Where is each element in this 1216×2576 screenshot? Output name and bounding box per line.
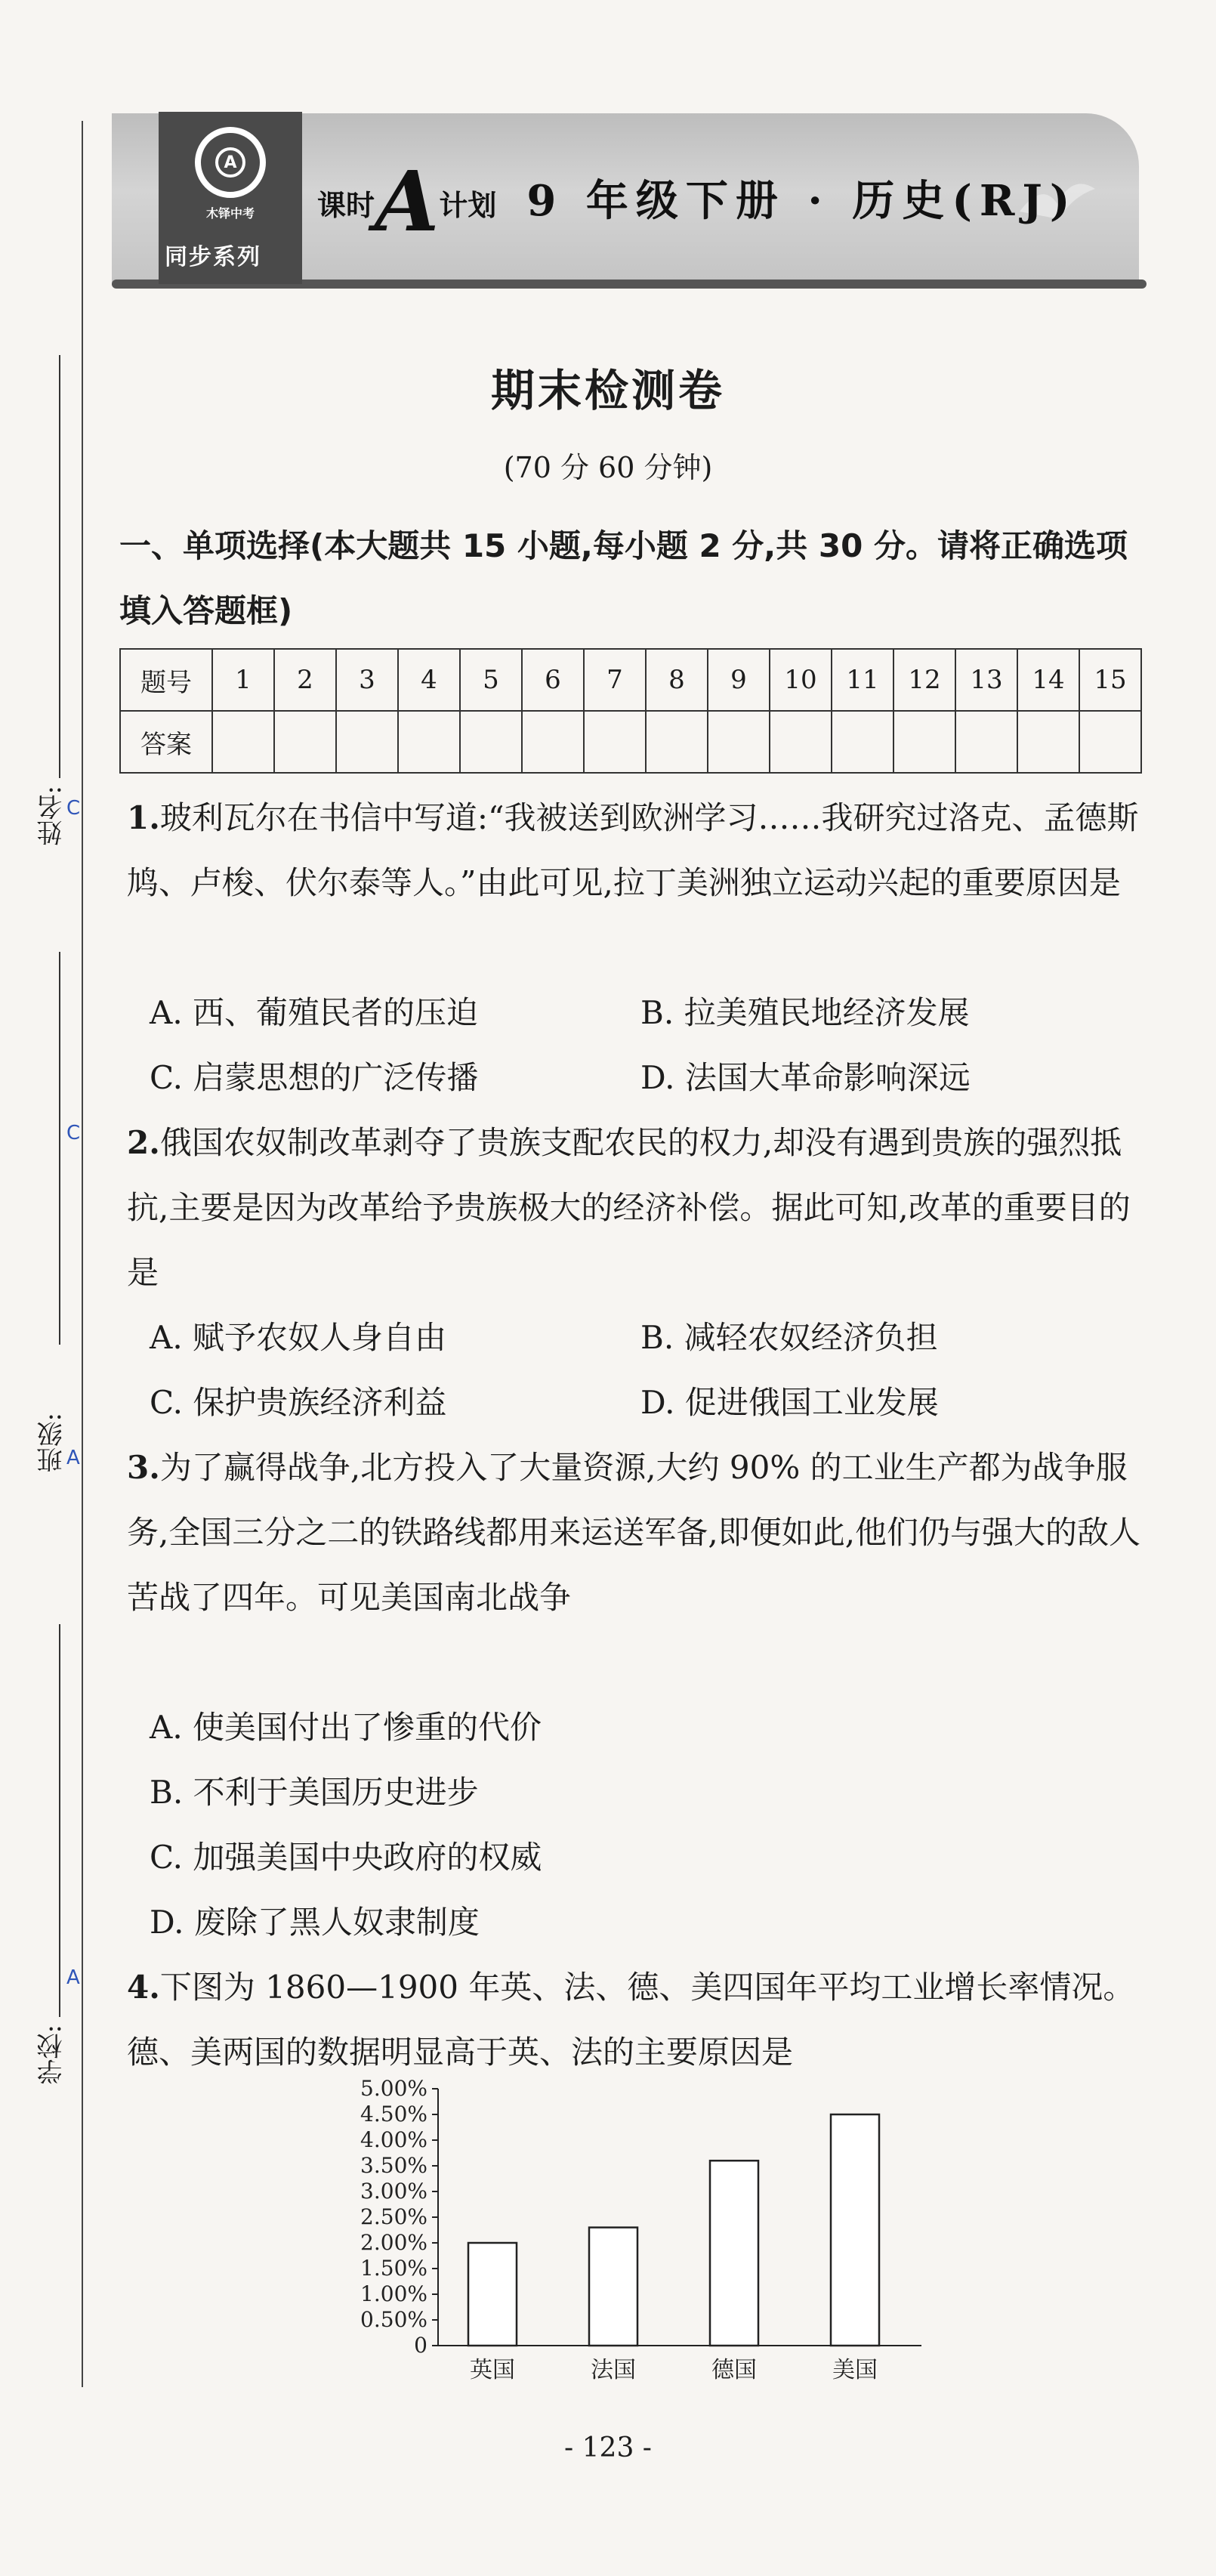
- answer-cell[interactable]: [708, 711, 770, 773]
- class-write-line: [59, 952, 60, 1345]
- question-number-cell: 13: [955, 649, 1017, 711]
- option-c[interactable]: C. 启蒙思想的广泛传播: [150, 1059, 479, 1096]
- option-d[interactable]: D. 促进俄国工业发展: [640, 1384, 939, 1421]
- option-c[interactable]: C. 保护贵族经济利益: [150, 1384, 447, 1421]
- question-number-cell: 11: [832, 649, 893, 711]
- bar: [710, 2161, 758, 2346]
- y-tick-label: 3.50%: [360, 2153, 427, 2178]
- x-tick-label: 美国: [832, 2357, 878, 2383]
- answer-cell[interactable]: [274, 711, 336, 773]
- question-number-cell: 1: [212, 649, 274, 711]
- industrial-growth-chart: [332, 2066, 952, 2398]
- question-number-cell: 3: [336, 649, 398, 711]
- answer-cell[interactable]: [212, 711, 274, 773]
- option-a[interactable]: A. 西、葡殖民者的压迫: [150, 994, 479, 1031]
- exam-subtitle: (70 分 60 分钟): [503, 451, 713, 484]
- class-label: 班级:: [37, 1413, 67, 1473]
- question-number-cell: 5: [460, 649, 522, 711]
- answer-cell[interactable]: [522, 711, 584, 773]
- question-3: [127, 1435, 1147, 1630]
- book-title: [317, 153, 1078, 250]
- question-number: 2.: [127, 1124, 160, 1161]
- y-tick-label: 2.50%: [360, 2204, 427, 2229]
- question-2: [127, 1110, 1147, 1305]
- answer-cell[interactable]: [1017, 711, 1079, 773]
- x-tick-label: 法国: [591, 2357, 636, 2383]
- number-row-header: 题号: [120, 649, 212, 711]
- bar: [831, 2114, 879, 2346]
- question-number-cell: 4: [398, 649, 460, 711]
- school-label: 学校:: [37, 2025, 67, 2085]
- plan-suffix: 计划: [439, 189, 497, 222]
- question-number-cell: 14: [1017, 649, 1079, 711]
- option-b[interactable]: B. 拉美殖民地经济发展: [640, 994, 970, 1031]
- question-number: 3.: [127, 1449, 160, 1486]
- y-tick-label: 3.00%: [360, 2179, 427, 2204]
- question-number: 4.: [127, 1969, 160, 2006]
- x-tick-label: 德国: [711, 2357, 757, 2383]
- question-number-cell: 8: [646, 649, 708, 711]
- y-tick-label: 1.00%: [360, 2281, 427, 2306]
- series-name: 同步系列: [165, 244, 261, 270]
- answer-cell[interactable]: [770, 711, 832, 773]
- name-label: 姓名:: [37, 786, 67, 846]
- answer-cell[interactable]: [398, 711, 460, 773]
- book-name: 9 年级下册 · 历史(RJ): [526, 176, 1078, 226]
- option-c[interactable]: C. 加强美国中央政府的权威: [150, 1839, 542, 1876]
- handwritten-answer-mark: A: [66, 1447, 80, 1469]
- x-tick-label: 英国: [470, 2357, 515, 2383]
- bar: [589, 2228, 637, 2346]
- y-tick-label: 2.00%: [360, 2230, 427, 2255]
- name-write-line: [59, 355, 60, 778]
- question-number-cell: 7: [584, 649, 646, 711]
- handwritten-answer-mark: A: [66, 1966, 80, 1989]
- bar: [468, 2243, 517, 2346]
- option-d[interactable]: D. 法国大革命影响深远: [640, 1059, 971, 1096]
- option-d[interactable]: D. 废除了黑人奴隶制度: [150, 1904, 480, 1941]
- answer-row-header: 答案: [120, 711, 212, 773]
- brand-name: 木铎中考: [205, 206, 255, 221]
- plan-prefix: 课时: [317, 189, 375, 222]
- question-1: [127, 786, 1147, 916]
- question-number-cell: 2: [274, 649, 336, 711]
- question-stem: 俄国农奴制改革剥夺了贵族支配农民的权力,却没有遇到贵族的强烈抵抗,主要是因为改革给予贵族极大的经济补偿。据此可知,改革的重要目的是: [127, 1124, 1131, 1291]
- option-a[interactable]: A. 使美国付出了惨重的代价: [150, 1709, 542, 1746]
- number-row: [120, 649, 1141, 711]
- answer-cell[interactable]: [1079, 711, 1141, 773]
- answer-cell[interactable]: [646, 711, 708, 773]
- question-number-cell: 9: [708, 649, 770, 711]
- option-a[interactable]: A. 赋予农奴人身自由: [150, 1319, 447, 1356]
- plan-letter: A: [375, 153, 440, 250]
- y-tick-label: 4.50%: [360, 2102, 427, 2127]
- school-write-line: [59, 1624, 60, 2017]
- question-number-cell: 10: [770, 649, 832, 711]
- question-stem: 为了赢得战争,北方投入了大量资源,大约 90% 的工业生产都为战争服务,全国三分之二的铁路线都用来运送军备,即便如此,他们仍与强大的敌人苦战了四年。可见美国南北战争: [127, 1449, 1141, 1616]
- y-tick-label: 0: [414, 2333, 427, 2358]
- option-b[interactable]: B. 不利于美国历史进步: [150, 1774, 479, 1811]
- section-heading: 一、单项选择(本大题共 15 小题,每小题 2 分,共 30 分。请将正确选项填入答题框): [119, 527, 1128, 629]
- y-tick-label: 5.00%: [360, 2076, 427, 2101]
- answer-cell[interactable]: [584, 711, 646, 773]
- answer-cell[interactable]: [893, 711, 955, 773]
- question-stem: 玻利瓦尔在书信中写道:“我被送到欧洲学习……我研究过洛克、孟德斯鸠、卢梭、伏尔泰等人。”由此可见,拉丁美洲独立运动兴起的重要原因是: [127, 799, 1139, 901]
- logo-emblem-icon: A: [195, 127, 266, 198]
- question-stem: 下图为 1860—1900 年英、法、德、美四国年平均工业增长率情况。德、美两国的数据明显高于英、法的主要原因是: [127, 1969, 1135, 2071]
- question-number: 1.: [127, 799, 160, 836]
- answer-row: [120, 711, 1141, 773]
- answer-cell[interactable]: [832, 711, 893, 773]
- handwritten-answer-mark: C: [66, 797, 81, 820]
- page-number: - 123 -: [564, 2432, 652, 2463]
- y-tick-label: 0.50%: [360, 2307, 427, 2332]
- question-number-cell: 6: [522, 649, 584, 711]
- y-tick-label: 4.00%: [360, 2127, 427, 2152]
- answer-cell[interactable]: [460, 711, 522, 773]
- y-tick-label: 1.50%: [360, 2256, 427, 2281]
- answer-table: [119, 648, 1142, 774]
- exam-title: 期末检测卷: [490, 365, 725, 416]
- handwritten-answer-mark: C: [66, 1122, 81, 1144]
- option-b[interactable]: B. 减轻农奴经济负担: [640, 1319, 938, 1356]
- question-number-cell: 12: [893, 649, 955, 711]
- question-number-cell: 15: [1079, 649, 1141, 711]
- answer-cell[interactable]: [336, 711, 398, 773]
- answer-cell[interactable]: [955, 711, 1017, 773]
